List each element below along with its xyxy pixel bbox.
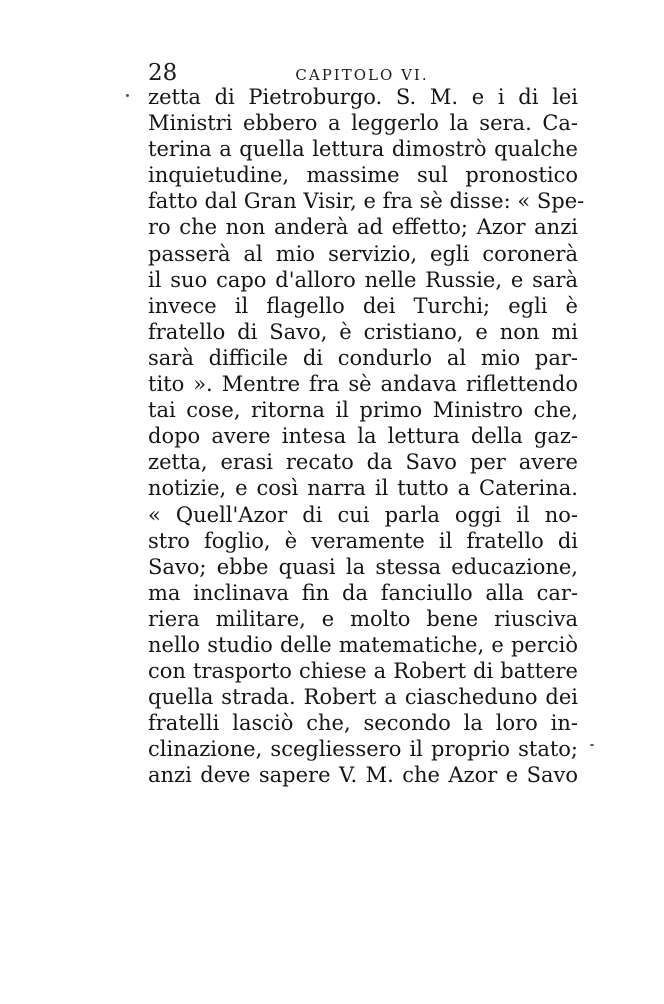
text-line: fratelli lasciò che, secondo la loro in-: [148, 711, 578, 736]
text-line: ma inclinava fin da fanciullo alla car-: [148, 580, 578, 605]
text-line: quella strada. Robert a ciascheduno dei: [148, 685, 578, 710]
text-line: sarà difficile di condurlo al mio par-: [148, 345, 578, 370]
text-line: Savo; ebbe quasi la stessa educazione,: [148, 554, 578, 579]
text-line: tito ». Mentre fra sè andava riflettendo: [148, 372, 578, 397]
text-line: il suo capo d'alloro nelle Russie, e sarà: [148, 267, 578, 292]
text-line: fratello di Savo, è cristiano, e non mi: [148, 319, 578, 344]
text-line: notizie, e così narra il tutto a Caterina.: [148, 476, 578, 501]
text-line: clinazione, scegliessero il proprio stato;: [148, 737, 578, 762]
text-line: passerà al mio servizio, egli coronerà: [148, 241, 578, 266]
text-line: dopo avere intesa la lettura della gaz-: [148, 424, 578, 449]
text-line: zetta, erasi recato da Savo per avere: [148, 450, 578, 475]
text-line: Ministri ebbero a leggerlo la sera. Ca-: [148, 111, 578, 136]
print-speck: [126, 94, 129, 97]
text-line: tai cose, ritorna il primo Ministro che,: [148, 398, 578, 423]
text-line: nello studio delle matematiche, e perciò: [148, 632, 578, 657]
text-line: stro foglio, è veramente il fratello di: [148, 528, 578, 553]
running-title: CAPITOLO VI.: [295, 66, 429, 84]
text-line: invece il flagello dei Turchi; egli è: [148, 293, 578, 318]
body-text: [148, 84, 585, 789]
text-line: terina a quella lettura dimostrò qualche: [148, 137, 578, 162]
text-line: ro che non anderà ad effetto; Azor anzi: [148, 215, 578, 240]
text-line: fatto dal Gran Visir, e fra sè disse: « Spe-: [148, 189, 585, 214]
text-line: anzi deve sapere V. M. che Azor e Savo: [148, 763, 578, 788]
print-speck: [590, 744, 594, 746]
text-line: riera militare, e molto bene riusciva: [148, 606, 578, 631]
text-line: inquietudine, massime sul pronostico: [148, 163, 578, 188]
text-line: con trasporto chiese a Robert di battere: [148, 659, 578, 684]
page-number: 28: [148, 60, 178, 86]
text-line: « Quell'Azor di cui parla oggi il no-: [148, 502, 578, 527]
text-line: zetta di Pietroburgo. S. M. e i di lei: [148, 85, 578, 109]
